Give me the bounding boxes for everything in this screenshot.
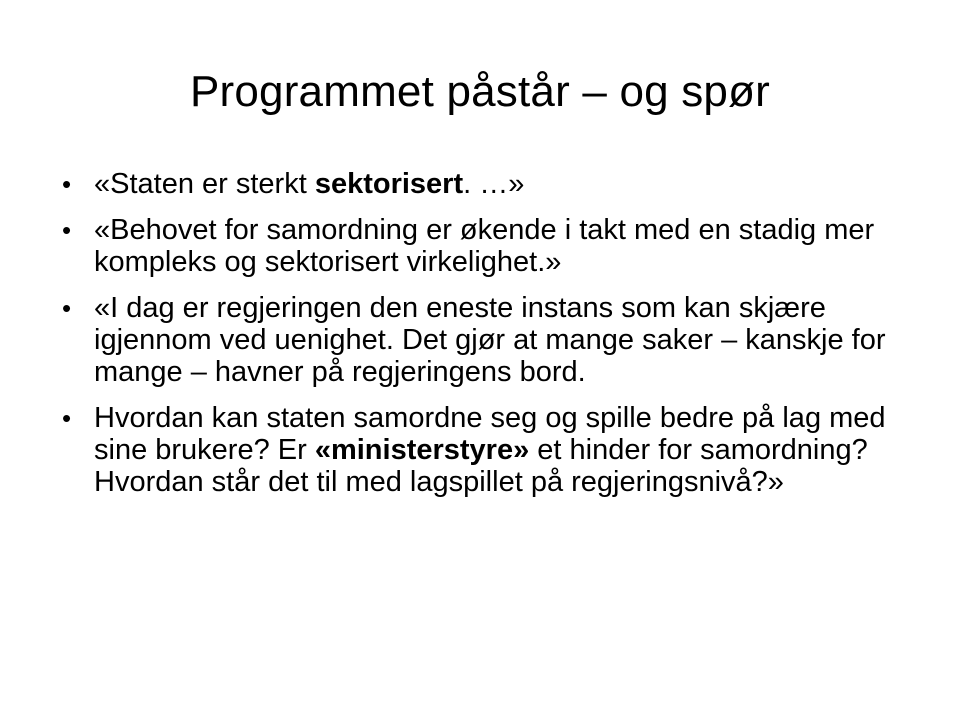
bullet-text-before: «Staten er sterkt: [94, 168, 315, 200]
bullet-text: «Behovet for samordning er økende i takt med en stadig mer kompleks og sektorisert virkelighet.»: [94, 214, 875, 278]
bullet-text-after: et hinder for samordning? Hvordan står det til med lagspillet på regjeringsnivå?»: [94, 434, 868, 498]
bullet-icon: •: [62, 403, 72, 433]
bullet-icon: •: [62, 169, 72, 199]
bullet-text: [94, 168, 524, 200]
bullet-text-bold: sektorisert: [314, 168, 464, 200]
bullet-text-after: . …»: [463, 168, 525, 200]
bullet-text: [94, 402, 886, 498]
bullet-icon: •: [62, 215, 72, 245]
bullet-item-2: [62, 214, 902, 278]
slide-title: Programmet påstår – og spør: [189, 67, 771, 116]
bullet-icon: •: [62, 293, 72, 323]
bullet-text-bold: «ministerstyre»: [314, 434, 530, 466]
bullet-item-4: [62, 402, 902, 498]
bullet-item-1: [62, 168, 902, 200]
bullet-list: [62, 168, 902, 512]
bullet-item-3: [62, 292, 902, 388]
bullet-text: «I dag er regjeringen den eneste instans som kan skjære igjennom ved uenighet. Det gjør at mange saker – kanskje for mange – havner på regjeringens bord.: [94, 292, 886, 388]
bullet-text-before: Hvordan kan staten samordne seg og spille bedre på lag med sine brukere? Er: [94, 402, 886, 466]
